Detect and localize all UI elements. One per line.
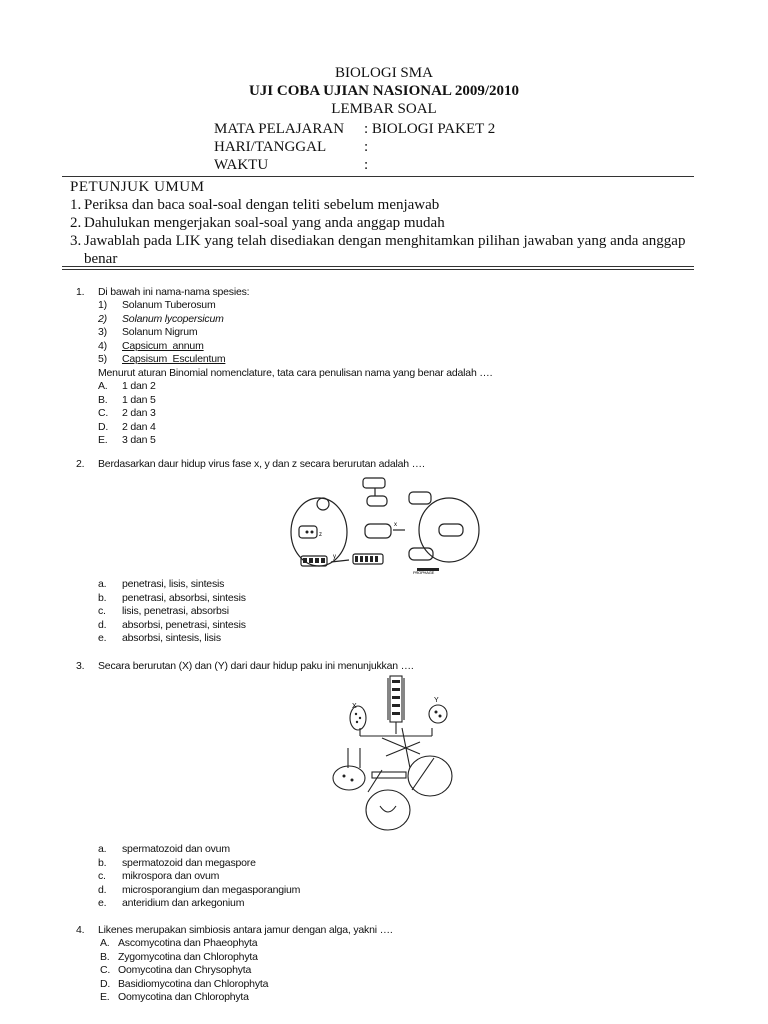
answer-option[interactable]	[98, 843, 300, 857]
label-y: Y	[434, 697, 439, 704]
species-item	[98, 313, 492, 327]
answer-option[interactable]	[100, 937, 393, 951]
question-3-options	[76, 843, 300, 911]
meta-row-subject	[214, 120, 495, 138]
answer-option[interactable]	[98, 870, 300, 884]
species-number: 5)	[98, 353, 107, 365]
option-letter: B.	[100, 950, 110, 963]
sheet-title: LEMBAR SOAL	[331, 101, 437, 117]
answer-option[interactable]	[100, 964, 393, 978]
question-number: 4.	[76, 924, 85, 936]
option-text: Oomycotina dan Chlorophyta	[118, 991, 249, 1003]
instruction-text: Periksa dan baca soal-soal dengan teliti sebelum menjawab	[84, 197, 440, 213]
label-prophage: PROPHAGE	[413, 570, 435, 575]
species-number: 3)	[98, 326, 107, 338]
answer-option[interactable]	[98, 434, 492, 448]
question-2-options	[76, 578, 246, 646]
question-stem: Berdasarkan daur hidup virus fase x, y dan z secara berurutan adalah ….	[98, 458, 425, 470]
label-x: X	[352, 703, 357, 710]
meta-label: WAKTU	[214, 157, 269, 173]
instruction-item	[70, 196, 700, 214]
meta-value: : BIOLOGI PAKET 2	[364, 121, 496, 137]
question-number: 1.	[76, 286, 85, 298]
option-text: 2 dan 3	[122, 407, 156, 419]
instruction-number: 2.	[70, 215, 82, 231]
option-letter: A.	[98, 380, 108, 392]
label-x: x	[394, 522, 397, 528]
question-number: 3.	[76, 660, 85, 672]
species-name: Solanum Tuberosum	[122, 299, 216, 311]
question-4	[76, 924, 393, 1005]
option-text: 2 dan 4	[122, 420, 156, 433]
option-letter: B.	[98, 393, 108, 406]
answer-option[interactable]	[100, 991, 393, 1005]
option-letter: D.	[100, 977, 111, 990]
option-letter: e.	[98, 897, 107, 909]
species-item	[98, 299, 492, 313]
question-stem: Di bawah ini nama-nama spesies:	[98, 286, 250, 298]
option-text: lisis, penetrasi, absorbsi	[122, 605, 229, 617]
instruction-number: 3.	[70, 233, 82, 249]
answer-option[interactable]	[98, 421, 492, 435]
option-text: Basidiomycotina dan Chlorophyta	[118, 977, 269, 990]
option-letter: c.	[98, 870, 106, 882]
option-letter: E.	[98, 434, 108, 446]
divider	[62, 266, 694, 267]
question-stem: Likenes merupakan simbiosis antara jamur dengan alga, yakni ….	[98, 924, 393, 936]
instruction-number: 1.	[70, 197, 82, 213]
option-text: Zygomycotina dan Chlorophyta	[118, 950, 258, 963]
species-item	[98, 340, 492, 354]
question-2	[76, 458, 425, 471]
species-name: Solanum lycopersicum	[122, 312, 224, 325]
answer-option[interactable]	[98, 592, 246, 606]
answer-option[interactable]	[98, 619, 246, 633]
species-name: Capsicum annum	[122, 339, 204, 352]
option-letter: a.	[98, 578, 107, 590]
answer-option[interactable]	[98, 632, 246, 646]
option-text: penetrasi, absorbsi, sintesis	[122, 591, 246, 604]
label-z: z	[319, 532, 322, 538]
instruction-item	[70, 214, 700, 232]
option-letter: C.	[100, 964, 111, 976]
species-name: Solanum Nigrum	[122, 326, 198, 338]
species-name: Capsisum Esculentum	[122, 353, 226, 365]
option-text: 1 dan 5	[122, 393, 156, 406]
meta-value: :	[364, 139, 369, 155]
fern-life-cycle-diagram	[322, 672, 462, 836]
option-letter: D.	[98, 420, 109, 433]
option-text: microsporangium dan megasporangium	[122, 883, 301, 896]
answer-option[interactable]	[98, 884, 300, 898]
answer-option[interactable]	[98, 407, 492, 421]
option-text: Ascomycotina dan Phaeophyta	[118, 937, 258, 949]
option-letter: d.	[98, 883, 107, 896]
option-letter: d.	[98, 618, 107, 631]
meta-row-date	[214, 138, 495, 156]
exam-meta	[214, 120, 495, 174]
option-text: spermatozoid dan megaspore	[122, 856, 256, 869]
instruction-text: Dahulukan mengerjakan soal-soal yang anda anggap mudah	[84, 215, 445, 231]
answer-option[interactable]	[98, 897, 300, 911]
species-item	[98, 353, 492, 367]
answer-option[interactable]	[100, 951, 393, 965]
species-number: 2)	[98, 312, 107, 325]
option-letter: b.	[98, 591, 107, 604]
label-y: y	[333, 554, 336, 560]
option-text: penetrasi, lisis, sintesis	[122, 578, 225, 590]
option-letter: E.	[100, 991, 110, 1003]
divider	[62, 269, 694, 270]
option-text: absorbsi, sintesis, lisis	[122, 632, 221, 644]
document-header	[0, 64, 768, 118]
question-1	[76, 286, 492, 448]
answer-option[interactable]	[100, 978, 393, 992]
question-stem-continued: Menurut aturan Binomial nomenclature, tata cara penulisan nama yang benar adalah ….	[98, 366, 493, 379]
virus-life-cycle-diagram	[289, 474, 489, 576]
answer-option[interactable]	[98, 605, 246, 619]
instruction-text: Jawablah pada LIK yang telah disediakan dengan menghitamkan pilihan jawaban yang anda anggap benar	[84, 233, 686, 267]
option-letter: A.	[100, 937, 110, 949]
option-letter: c.	[98, 605, 106, 617]
option-text: anteridium dan arkegonium	[122, 897, 245, 909]
meta-label: HARI/TANGGAL	[214, 139, 327, 155]
meta-value: :	[364, 157, 369, 173]
answer-option[interactable]	[98, 578, 246, 592]
divider	[62, 176, 694, 177]
option-text: 3 dan 5	[122, 434, 156, 446]
option-text: 1 dan 2	[122, 380, 156, 392]
general-instructions	[70, 178, 700, 268]
instruction-item	[70, 232, 700, 268]
species-number: 4)	[98, 339, 107, 352]
question-stem: Secara berurutan (X) dan (Y) dari daur hidup paku ini menunjukkan ….	[98, 660, 414, 672]
option-letter: a.	[98, 843, 107, 855]
option-text: spermatozoid dan ovum	[122, 843, 230, 855]
instructions-title: PETUNJUK UMUM	[70, 179, 205, 195]
exam-title: UJI COBA UJIAN NASIONAL 2009/2010	[248, 83, 520, 99]
subject-heading: BIOLOGI SMA	[335, 65, 433, 81]
meta-label: MATA PELAJARAN	[214, 121, 345, 137]
meta-row-time	[214, 156, 495, 174]
species-number: 1)	[98, 299, 107, 311]
option-letter: b.	[98, 856, 107, 869]
species-item	[98, 326, 492, 340]
answer-option[interactable]	[98, 394, 492, 408]
answer-option[interactable]	[98, 857, 300, 871]
option-text: absorbsi, penetrasi, sintesis	[122, 618, 246, 631]
option-text: Oomycotina dan Chrysophyta	[118, 964, 252, 976]
option-text: mikrospora dan ovum	[122, 870, 220, 882]
option-letter: C.	[98, 407, 109, 419]
question-number: 2.	[76, 458, 85, 470]
answer-option[interactable]	[98, 380, 492, 394]
option-letter: e.	[98, 632, 107, 644]
